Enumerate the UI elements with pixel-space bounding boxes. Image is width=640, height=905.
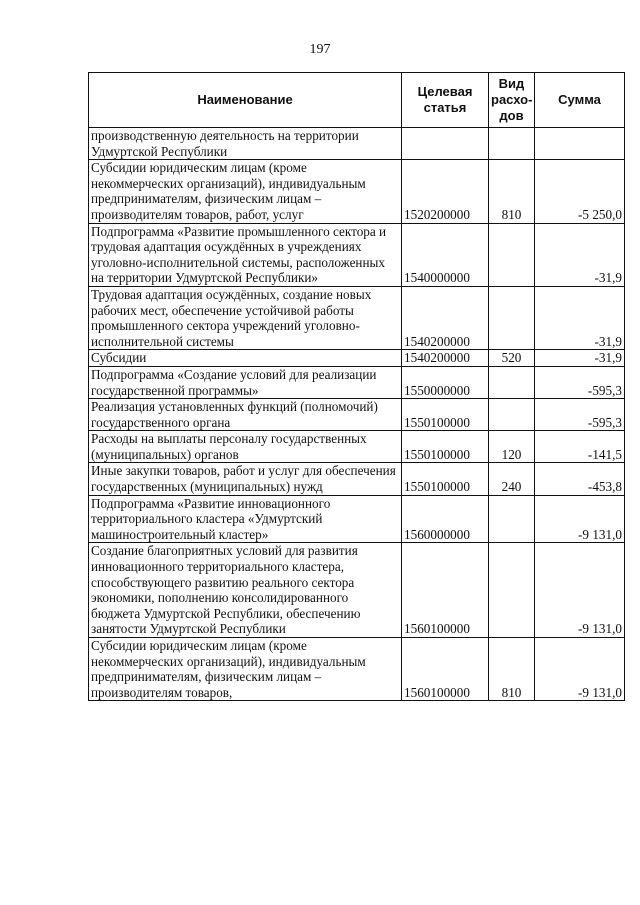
cell-expense-type [489, 286, 535, 349]
page-number: 197 [309, 42, 331, 57]
cell-expense-type: 810 [489, 638, 535, 701]
table-row [89, 638, 625, 701]
cell-sum: -595,3 [535, 366, 625, 398]
cell-target-article: 1540200000 [402, 286, 489, 349]
cell-sum: -9 131,0 [535, 638, 625, 701]
table-body [89, 128, 625, 701]
cell-expense-type [489, 223, 535, 286]
cell-target-article: 1540000000 [402, 223, 489, 286]
table-row [89, 366, 625, 398]
header-name: Наименование [89, 73, 402, 128]
cell-sum: -595,3 [535, 399, 625, 431]
cell-target-article: 1550000000 [402, 366, 489, 398]
cell-expense-type: 520 [489, 350, 535, 367]
cell-expense-type [489, 543, 535, 638]
table-row [89, 495, 625, 543]
cell-name: Подпрограмма «Развитие промышленного сектора и трудовая адаптация осуждённых в учреждениях уголовно-исполнительной системы, расположенных на территории Удмуртской Республики» [89, 223, 402, 286]
cell-sum: -31,9 [535, 286, 625, 349]
cell-name: Расходы на выплаты персоналу государственных (муниципальных) органов [89, 431, 402, 463]
cell-sum: -141,5 [535, 431, 625, 463]
cell-target-article: 1560000000 [402, 495, 489, 543]
budget-table [88, 72, 625, 701]
cell-target-article: 1540200000 [402, 350, 489, 367]
cell-expense-type [489, 399, 535, 431]
table-header [89, 73, 625, 128]
cell-name: Подпрограмма «Развитие инновационного территориального кластера «Удмуртский машиностроительный кластер» [89, 495, 402, 543]
cell-name: производственную деятельность на территории Удмуртской Республики [89, 128, 402, 160]
header-sum: Сумма [535, 73, 625, 128]
table-row [89, 223, 625, 286]
cell-sum: -453,8 [535, 463, 625, 495]
cell-sum: -31,9 [535, 223, 625, 286]
cell-expense-type: 240 [489, 463, 535, 495]
cell-name: Реализация установленных функций (полномочий) государственного органа [89, 399, 402, 431]
cell-target-article: 1550100000 [402, 463, 489, 495]
cell-target-article: 1560100000 [402, 638, 489, 701]
table-row [89, 286, 625, 349]
cell-name: Субсидии [89, 350, 402, 367]
cell-name: Трудовая адаптация осуждённых, создание новых рабочих мест, обеспечение устойчивой работы промышленного сектора учреждений уголовно-исполнительной системы [89, 286, 402, 349]
cell-expense-type [489, 128, 535, 160]
table-row [89, 431, 625, 463]
table-row [89, 350, 625, 367]
cell-expense-type [489, 495, 535, 543]
table-row [89, 399, 625, 431]
cell-target-article: 1560100000 [402, 543, 489, 638]
table-row [89, 128, 625, 160]
cell-name: Иные закупки товаров, работ и услуг для обеспечения государственных (муниципальных) нужд [89, 463, 402, 495]
cell-name: Создание благоприятных условий для развития инновационного территориального кластера, способствующего развитию реального сектора экономики, пополнению консолидированного бюджета Удмуртской Республики, обеспечению занятости Удмуртской Республики [89, 543, 402, 638]
cell-expense-type: 120 [489, 431, 535, 463]
cell-name: Подпрограмма «Создание условий для реализации государственной программы» [89, 366, 402, 398]
cell-expense-type: 810 [489, 160, 535, 223]
header-expense-type: Вид расхо-дов [489, 73, 535, 128]
cell-target-article [402, 128, 489, 160]
cell-expense-type [489, 366, 535, 398]
header-row [89, 73, 625, 128]
header-target-article: Целевая статья [402, 73, 489, 128]
cell-target-article: 1550100000 [402, 431, 489, 463]
table-row [89, 160, 625, 223]
cell-target-article: 1550100000 [402, 399, 489, 431]
cell-name: Субсидии юридическим лицам (кроме некоммерческих организаций), индивидуальным предпринимателям, физическим лицам – производителям товаров, работ, услуг [89, 160, 402, 223]
cell-sum: -31,9 [535, 350, 625, 367]
cell-sum [535, 128, 625, 160]
cell-sum: -9 131,0 [535, 495, 625, 543]
cell-sum: -9 131,0 [535, 543, 625, 638]
table-row [89, 463, 625, 495]
cell-name: Субсидии юридическим лицам (кроме некоммерческих организаций), индивидуальным предпринимателям, физическим лицам – производителям товаров, [89, 638, 402, 701]
table-row [89, 543, 625, 638]
cell-sum: -5 250,0 [535, 160, 625, 223]
cell-target-article: 1520200000 [402, 160, 489, 223]
